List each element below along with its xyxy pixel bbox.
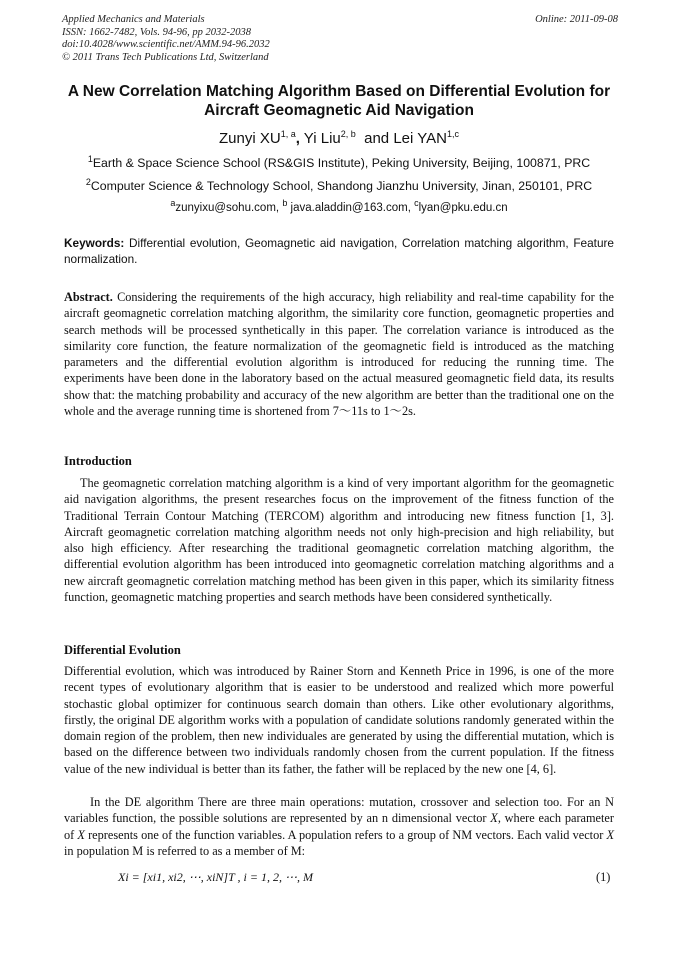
email-sup: a bbox=[170, 198, 176, 209]
journal-name: Applied Mechanics and Materials bbox=[62, 14, 205, 25]
affiliation-sup: 1 bbox=[87, 153, 93, 164]
author-name: Yi Liu bbox=[303, 130, 341, 147]
de-paragraph-2 bbox=[64, 794, 614, 859]
abstract bbox=[64, 289, 614, 419]
keywords-text: Differential evolution, Geomagnetic aid navigation, Correlation matching algorithm, Feature normalization. bbox=[64, 236, 614, 266]
abstract-label: Abstract. bbox=[64, 290, 113, 304]
email[interactable]: java.aladdin@163.com, bbox=[290, 202, 411, 214]
email-sup: c bbox=[414, 198, 419, 209]
journal-header bbox=[62, 14, 618, 64]
keywords-label: Keywords: bbox=[64, 236, 125, 250]
issn-line: ISSN: 1662-7482, Vols. 94-96, pp 2032-2038 bbox=[62, 26, 251, 38]
affiliation bbox=[40, 153, 638, 170]
author-sup: 1, a bbox=[280, 129, 296, 139]
abstract-text: Considering the requirements of the high accuracy, high reliability and real-time capability for the aircraft geomagnetic correlation matching algorithm, the similarity core function, geomagnetic properties and search methods will be processed synthetically in this paper. The correlation variance is introduced as the similarity core function, the feature normalization of the geomagnetic field is introduced as the matching parameters and the differential evolution algorithm is introduced for reducing the running time. The experiments have been done in the laboratory based on the actual measured geomagnetic field data, its results show that: the matching probability and accuracy of the new algorithm are better than the traditional one on the whole and the average running time is shortened from 7～11s to 1～2s. bbox=[64, 290, 615, 419]
math-variable: X bbox=[77, 827, 85, 842]
email[interactable]: zunyixu@sohu.com, bbox=[175, 202, 280, 214]
equation: Xi = [xi1, xi2, ⋯, xiN]T , i = 1, 2, ⋯, M bbox=[118, 870, 313, 884]
affiliation-sup: 2 bbox=[85, 176, 91, 187]
equation-number: (1) bbox=[596, 870, 611, 884]
author-name: Lei YAN bbox=[393, 130, 447, 147]
keywords bbox=[64, 236, 614, 267]
math-variable: X bbox=[490, 811, 498, 826]
paper-title: A New Correlation Matching Algorithm Based on Differential Evolution for Aircraft Geomagnetic Aid Navigation bbox=[67, 83, 611, 119]
affiliation-text: Earth & Space Science School (RS&GIS Institute), Peking University, Beijing, 100871, PRC bbox=[92, 156, 591, 170]
text-run: , where each parameter of bbox=[64, 811, 614, 842]
affiliation bbox=[40, 176, 638, 193]
section-heading-introduction: Introduction bbox=[64, 454, 132, 468]
email-sup: b bbox=[282, 198, 288, 209]
author-name: Zunyi XU bbox=[219, 130, 281, 147]
section-heading-differential-evolution: Differential Evolution bbox=[64, 643, 181, 657]
doi-line: doi:10.4028/www.scientific.net/AMM.94-96.2032 bbox=[62, 39, 270, 50]
author-list: Zunyi XU$^{1, a}$, Yi Liu$^{2, b}$ and Lei YAN$^{1,c}$ bbox=[219, 129, 459, 147]
copyright-line: © 2011 Trans Tech Publications Ltd, Switzerland bbox=[62, 51, 269, 63]
author-sup: 2, b bbox=[340, 129, 356, 139]
email[interactable]: lyan@pku.edu.cn bbox=[418, 202, 508, 214]
de-paragraph-1: Differential evolution, which was introduced by Rainer Storn and Kenneth Price in 1996, is one of the more recent types of evolutionary algorithm that is easier to be understood and realized which more powerful stochastic global optimizer for continuous search domain than others. Like other evolutionary algorithms, firstly, the original DE algorithm works with a population of candidate solutions randomly generated within the domain region of the problem, then new individuales are generated by using the differential mutation, which is based on the difference between two individuals randomly chosen from the current population. If the fitness value of the new individual is better than its father, the father will be replaced by the new one [4, 6]. bbox=[64, 664, 614, 776]
affiliation-text: Computer Science & Technology School, Shandong Jianzhu University, Jinan, 250101, PRC bbox=[90, 179, 593, 193]
text-run: in population M is referred to as a member of M: bbox=[64, 843, 306, 858]
online-date: Online: 2011-09-08 bbox=[535, 14, 618, 25]
math-variable: X bbox=[606, 827, 614, 842]
text-run: In the DE algorithm There are three main operations: mutation, crossover and selection too. For an N variables function, the possible solutions are represented by an n dimensional vector bbox=[64, 795, 614, 826]
email-list bbox=[40, 198, 638, 214]
introduction-paragraph: The geomagnetic correlation matching algorithm is a kind of very important algorithm for the geomagnetic aid navigation algorithms, the present researches focus on the improvement of the fitness function of the Traditional Terrain Contour Matching (TERCOM) algorithm and introducing new fitness function [1, 3]. Aircraft geomagnetic correlation matching algorithm needs not only high-precision and high reliability, but also high efficiency. After researching the traditional geomagnetic correlation matching algorithm, the differential evolution algorithm has been introduced into geomagnetic correlation matching algorithms and a new aircraft geomagnetic correlation matching method has been given in this paper, which its similarity fitness function, geomagnetic matching properties and search methods have been considered synthetically. bbox=[64, 476, 614, 605]
text-run: represents one of the function variables. A population refers to a group of NM vectors. Each valid vector bbox=[88, 827, 604, 842]
author-sup: 1,c bbox=[446, 129, 459, 139]
